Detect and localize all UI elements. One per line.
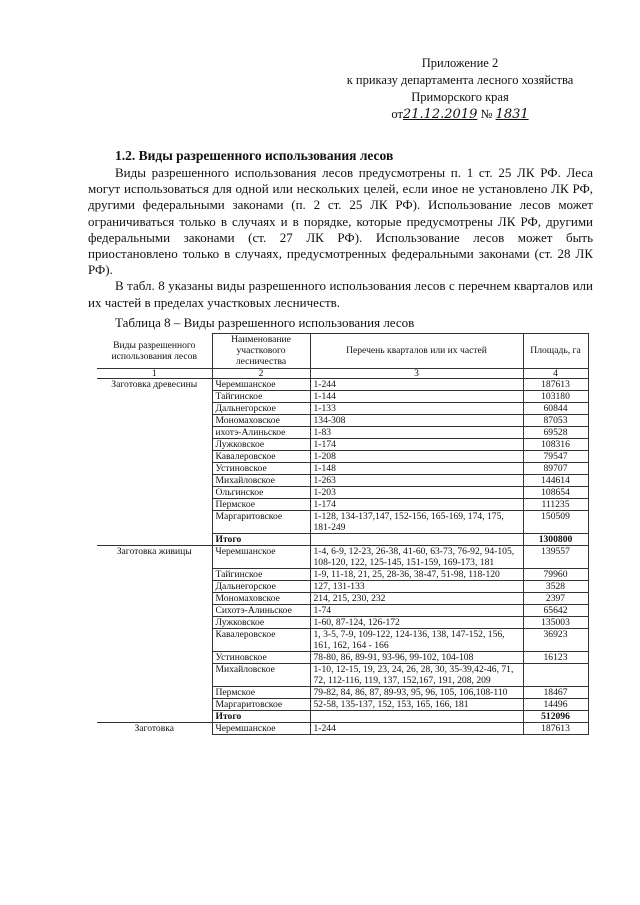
quarters-list: 1, 3-5, 7-9, 109-122, 124-136, 138, 147-152, 156, 161, 162, 164 - 166 [310,628,523,651]
forestry-name: ихотэ-Алиньское [212,426,310,438]
quarters-list: 134-308 [310,414,523,426]
area-ha: 69528 [523,426,588,438]
table-row [97,722,588,734]
empty-cell [310,710,523,722]
appendix-header [330,55,590,123]
forestry-name: Пермское [212,686,310,698]
forestry-name: Устиновское [212,462,310,474]
quarters-list: 1-203 [310,486,523,498]
table-row [97,378,588,390]
area-ha: 144614 [523,474,588,486]
appendix-title: Приложение 2 [421,56,499,70]
quarters-list: 214, 215, 230, 232 [310,592,523,604]
area-ha: 139557 [523,545,588,568]
handwritten-date: 21.12.2019 [402,107,478,122]
area-ha [523,663,588,686]
area-ha: 135003 [523,616,588,628]
handwritten-number: 1831 [495,107,529,122]
column-header: Наименование участкового лесничества [212,334,310,369]
area-ha: 87053 [523,414,588,426]
area-ha: 79547 [523,450,588,462]
use-type: Заготовка древесины [97,378,212,545]
forestry-name: Черемшанское [212,378,310,390]
forestry-name: Ольгинское [212,486,310,498]
area-ha: 79960 [523,568,588,580]
quarters-list: 1-263 [310,474,523,486]
forestry-name: Сихотэ-Алиньское [212,604,310,616]
area-ha: 14496 [523,698,588,710]
forestry-name: Пермское [212,498,310,510]
area-ha: 187613 [523,722,588,734]
total-label: Итого [212,533,310,545]
forestry-name: Мономаховское [212,414,310,426]
forestry-name: Михайловское [212,474,310,486]
column-number: 4 [523,368,588,378]
column-header: Площадь, га [523,334,588,369]
quarters-list: 1-128, 134-137,147, 152-156, 165-169, 174, 175, 181-249 [310,510,523,533]
use-type: Заготовка живицы [97,545,212,722]
column-header: Виды разрешенного использования лесов [97,334,212,369]
area-ha: 108316 [523,438,588,450]
paragraph: В табл. 8 указаны виды разрешенного использования лесов с перечнем кварталов или их частей в пределах участковых лесничеств. [88,278,593,310]
quarters-list: 127, 131-133 [310,580,523,592]
quarters-list: 1-83 [310,426,523,438]
column-header: Перечень кварталов или их частей [310,334,523,369]
forestry-name: Черемшанское [212,545,310,568]
empty-cell [310,533,523,545]
total-label: Итого [212,710,310,722]
quarters-list: 1-208 [310,450,523,462]
appendix-region: Приморского края [411,90,509,104]
quarters-list: 1-133 [310,402,523,414]
quarters-list: 52-58, 135-137, 152, 153, 165, 166, 181 [310,698,523,710]
quarters-list: 1-244 [310,378,523,390]
forestry-name: Тайгинское [212,568,310,580]
forestry-name: Лужковское [212,616,310,628]
area-ha: 103180 [523,390,588,402]
forestry-name: Устиновское [212,651,310,663]
section-body [88,165,593,311]
paragraph: Виды разрешенного использования лесов предусмотрены п. 1 ст. 25 ЛК РФ. Леса могут использоваться для одной или нескольких целей, если иное не установлено ЛК РФ, другими федеральными законами (п. 2 ст. 25 ЛК РФ). Использование лесов может ограничиваться только в случаях и в порядке, которые предусмотрены ЛК РФ, другими федеральными законами (ст. 27 ЛК РФ). Использование лесов может быть приостановлено только в случаях, предусмотренных федеральными законами (ст. 28 ЛК РФ). [88,165,593,278]
area-ha: 111235 [523,498,588,510]
area-ha: 89707 [523,462,588,474]
forestry-name: Кавалеровское [212,450,310,462]
total-area: 1300800 [523,533,588,545]
area-ha: 3528 [523,580,588,592]
table-caption: Таблица 8 – Виды разрешенного использования лесов [115,315,415,330]
forestry-name: Маргаритовское [212,510,310,533]
forestry-name: Дальнегорское [212,402,310,414]
forestry-name: Михайловское [212,663,310,686]
section-title: 1.2. Виды разрешенного использования лесов [115,148,394,163]
forestry-name: Лужковское [212,438,310,450]
quarters-list: 78-80, 86, 89-91, 93-96, 99-102, 104-108 [310,651,523,663]
appendix-date-number: от21.12.2019 № 1831 [391,107,529,122]
area-ha: 187613 [523,378,588,390]
quarters-list: 1-10, 12-15, 19, 23, 24, 26, 28, 30, 35-39,42-46, 71, 72, 112-116, 119, 137, 152,167, 191, 208, 209 [310,663,523,686]
appendix-order: к приказу департамента лесного хозяйства [346,73,574,87]
area-ha: 60844 [523,402,588,414]
quarters-list: 1-148 [310,462,523,474]
quarters-list: 1-244 [310,722,523,734]
area-ha: 2397 [523,592,588,604]
quarters-list: 1-60, 87-124, 126-172 [310,616,523,628]
quarters-list: 1-174 [310,498,523,510]
column-number: 1 [97,368,212,378]
forestry-name: Мономаховское [212,592,310,604]
quarters-list: 1-4, 6-9, 12-23, 26-38, 41-60, 63-73, 76-92, 94-105, 108-120, 122, 125-145, 151-159, 169-173, 181 [310,545,523,568]
forestry-name: Кавалеровское [212,628,310,651]
forestry-name: Дальнегорское [212,580,310,592]
column-number: 3 [310,368,523,378]
quarters-list: 79-82, 84, 86, 87, 89-93, 95, 96, 105, 106,108-110 [310,686,523,698]
table-header-row [97,334,588,369]
forest-use-table [97,333,589,735]
forestry-name: Тайгинское [212,390,310,402]
table-row [97,545,588,568]
column-number: 2 [212,368,310,378]
forestry-name: Маргаритовское [212,698,310,710]
column-number-row [97,368,588,378]
quarters-list: 1-174 [310,438,523,450]
area-ha: 16123 [523,651,588,663]
area-ha: 150509 [523,510,588,533]
quarters-list: 1-74 [310,604,523,616]
area-ha: 108654 [523,486,588,498]
quarters-list: 1-9, 11-18, 21, 25, 28-36, 38-47, 51-98, 118-120 [310,568,523,580]
quarters-list: 1-144 [310,390,523,402]
forestry-name: Черемшанское [212,722,310,734]
total-area: 512096 [523,710,588,722]
use-type: Заготовка [97,722,212,734]
area-ha: 36923 [523,628,588,651]
area-ha: 65642 [523,604,588,616]
area-ha: 18467 [523,686,588,698]
